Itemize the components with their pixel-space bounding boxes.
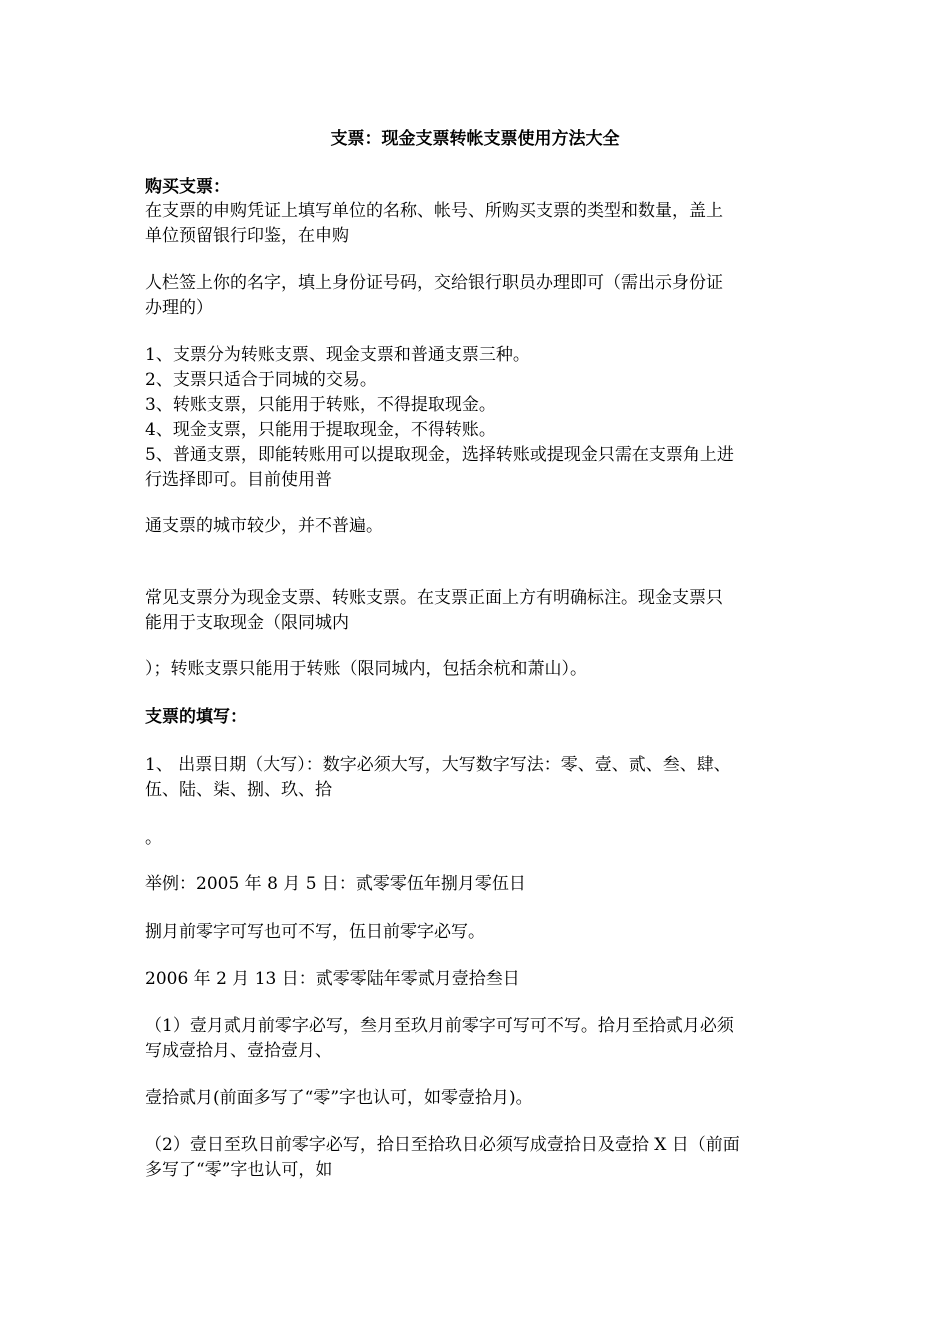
- text-line: 伍、陆、柒、捌、玖、拾: [145, 780, 332, 800]
- common-checks-paragraph: [145, 586, 810, 636]
- fill-item-1: [145, 753, 810, 803]
- text-line: （2）壹日至玖日前零字必写，拾日至拾玖日必须写成壹拾日及壹拾 X 日（前面: [145, 1135, 740, 1155]
- text-line: 1、 出票日期（大写）：数字必须大写，大写数字写法：零、壹、贰、叁、肆、: [145, 755, 731, 775]
- text-line: 在支票的申购凭证上填写单位的名称、帐号、所购买支票的类型和数量，盖上: [145, 201, 723, 221]
- month-rule-continuation: 壹拾贰月(前面多写了“零”字也认可，如零壹拾月)。: [145, 1088, 533, 1108]
- list-item: 5、普通支票，即能转账用可以提取现金，选择转账或提现金只需在支票角上进: [145, 445, 734, 465]
- text-line: 常见支票分为现金支票、转账支票。在支票正面上方有明确标注。现金支票只: [145, 588, 723, 608]
- month-rule: [145, 1014, 810, 1064]
- list-item: 3、转账支票，只能用于转账，不得提取现金。: [145, 395, 496, 415]
- text-line: 办理的）: [145, 298, 213, 318]
- fill-period: 。: [145, 828, 162, 848]
- list-item: 行选择即可。目前使用普: [145, 470, 332, 490]
- common-checks-continuation: ）；转账支票只能用于转账（限同城内，包括余杭和萧山）。: [145, 659, 587, 679]
- day-rule: [145, 1133, 810, 1183]
- purchase-paragraph-1: [145, 199, 810, 249]
- example-2005: 举例：2005 年 8 月 5 日：贰零零伍年捌月零伍日: [145, 874, 526, 894]
- purchase-paragraph-2: [145, 271, 810, 321]
- document-title: 支票：现金支票转帐支票使用方法大全: [330, 129, 620, 149]
- check-type-list: [145, 343, 810, 493]
- text-line: 写成壹拾月、壹拾壹月、: [145, 1041, 332, 1061]
- purchase-heading: 购买支票：: [145, 177, 230, 197]
- text-line: （1）壹月贰月前零字必写，叁月至玖月前零字可写可不写。拾月至拾贰月必须: [145, 1016, 734, 1036]
- text-line: 能用于支取现金（限同城内: [145, 613, 349, 633]
- text-line: 单位预留银行印鉴，在申购: [145, 226, 349, 246]
- text-line: 人栏签上你的名字，填上身份证号码，交给银行职员办理即可（需出示身份证: [145, 273, 723, 293]
- list-item: 2、支票只适合于同城的交易。: [145, 370, 377, 390]
- list-item: 1、支票分为转账支票、现金支票和普通支票三种。: [145, 345, 530, 365]
- fill-heading: 支票的填写：: [145, 707, 247, 727]
- text-line: 多写了“零”字也认可，如: [145, 1160, 333, 1180]
- example-note: 捌月前零字可写也可不写，伍日前零字必写。: [145, 922, 485, 942]
- list-continuation: 通支票的城市较少，并不普遍。: [145, 516, 383, 536]
- list-item: 4、现金支票，只能用于提取现金，不得转账。: [145, 420, 496, 440]
- example-2006: 2006 年 2 月 13 日：贰零零陆年零贰月壹拾叁日: [145, 969, 520, 989]
